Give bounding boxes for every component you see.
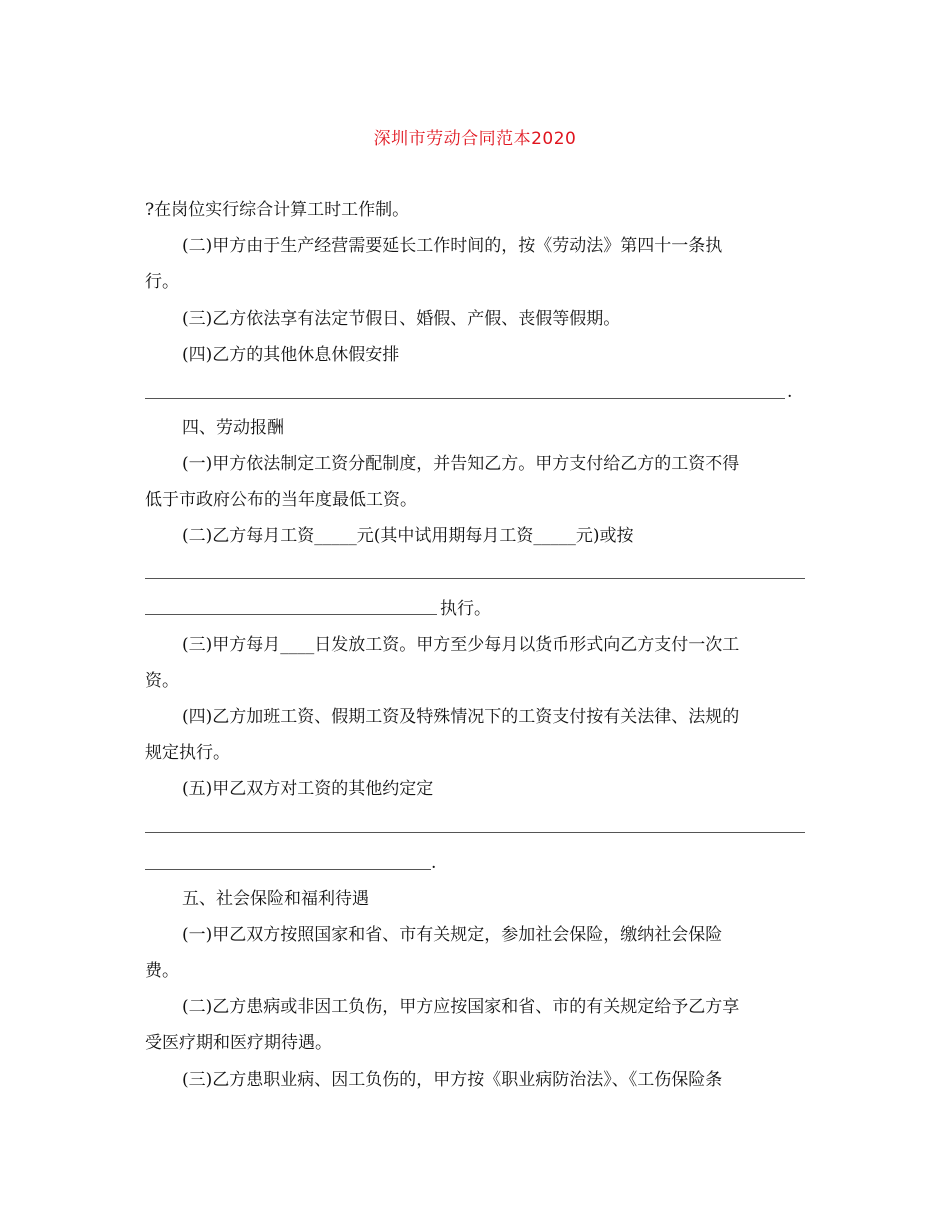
text-line: (一)甲方依法制定工资分配制度，并告知乙方。甲方支付给乙方的工资不得 [182, 454, 740, 474]
blank-rule [145, 832, 805, 833]
blank-rule [145, 578, 805, 579]
text-line: 执行。 [440, 599, 491, 619]
text-line: 受医疗期和医疗期待遇。 [145, 1033, 332, 1053]
text-line: (三)甲方每月____日发放工资。甲方至少每月以货币形式向乙方支付一次工 [182, 635, 740, 655]
text-line: (二)乙方患病或非因工负伤，甲方应按国家和省、市的有关规定给予乙方享 [182, 997, 740, 1017]
text-line: (一)甲乙双方按照国家和省、市有关规定，参加社会保险，缴纳社会保险 [182, 925, 723, 945]
text-line: 费。 [145, 961, 179, 981]
text-line: (二)乙方每月工资_____元(其中试用期每月工资_____元)或按 [182, 526, 634, 546]
rule-end-period: . [787, 382, 793, 402]
text-line: (四)乙方加班工资、假期工资及特殊情况下的工资支付按有关法律、法规的 [182, 707, 740, 727]
text-line: (五)甲乙双方对工资的其他约定定 [182, 779, 434, 799]
text-line: 规定执行。 [145, 743, 230, 763]
section-heading: 五、社会保险和福利待遇 [182, 889, 369, 909]
blank-rule [145, 869, 431, 870]
text-line: (三)乙方患职业病、因工负伤的，甲方按《职业病防治法》、《工伤保险条 [182, 1070, 723, 1090]
text-line: (三)乙方依法享有法定节假日、婚假、产假、丧假等假期。 [182, 309, 621, 329]
text-line: 行。 [145, 272, 179, 292]
section-heading: 四、劳动报酬 [182, 418, 284, 438]
text-line: (四)乙方的其他休息休假安排 [182, 345, 400, 365]
blank-rule [145, 614, 437, 615]
text-line: 资。 [145, 671, 179, 691]
text-line: ?在岗位实行综合计算工时工作制。 [145, 200, 410, 220]
rule-end-period: . [431, 853, 437, 873]
text-line: 低于市政府公布的当年度最低工资。 [145, 490, 417, 510]
text-line: (二)甲方由于生产经营需要延长工作时间的，按《劳动法》第四十一条执 [182, 236, 723, 256]
page-title: 深圳市劳动合同范本2020 [373, 129, 577, 149]
blank-rule [145, 398, 785, 399]
